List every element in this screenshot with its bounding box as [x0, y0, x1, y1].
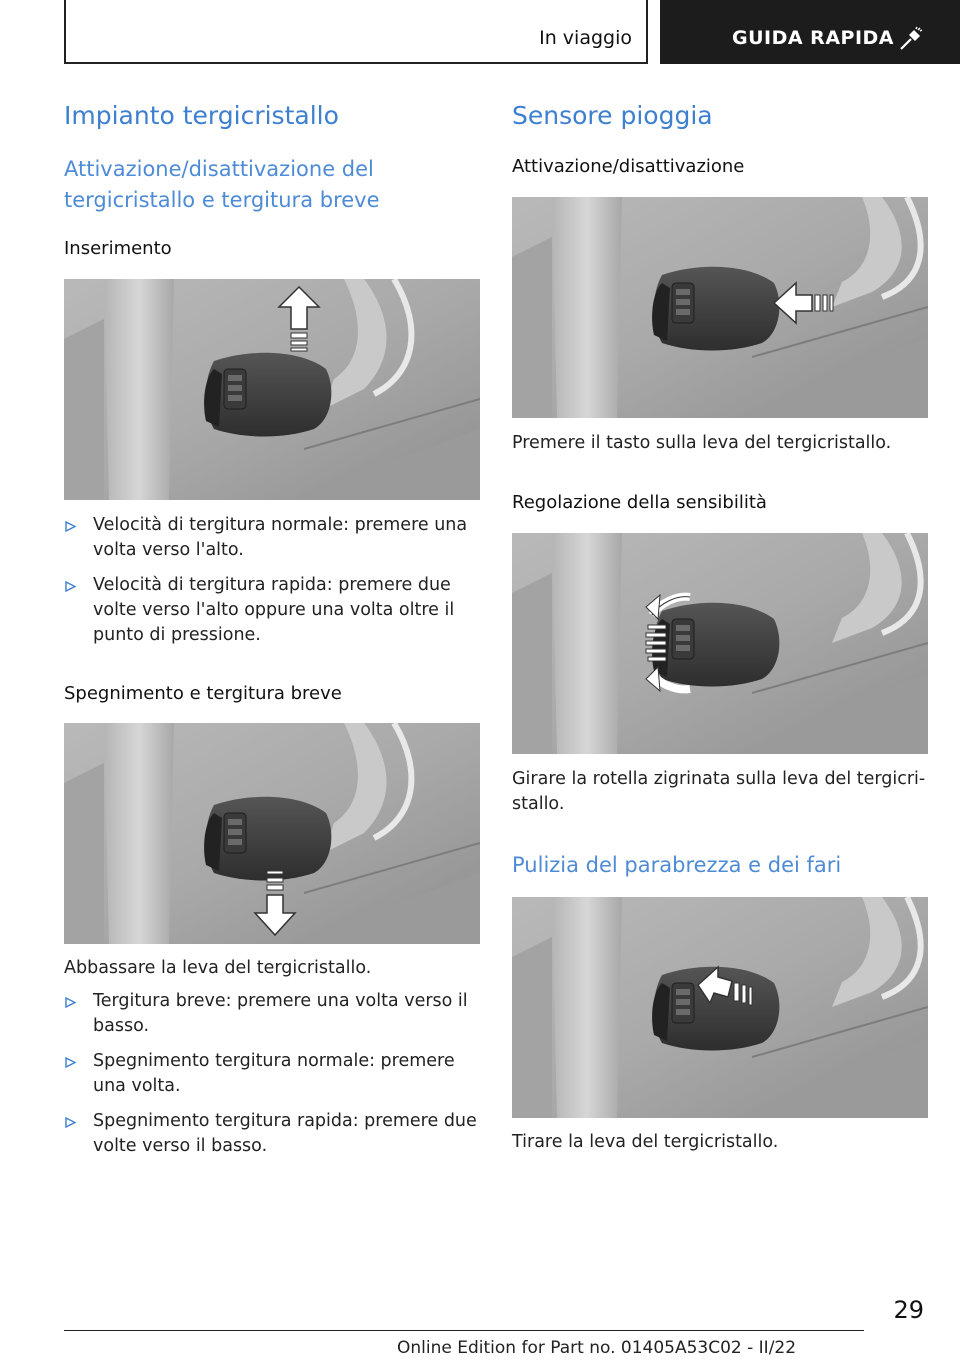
bullet-arrow-icon	[65, 1117, 76, 1128]
list-item	[64, 573, 480, 648]
figure-rain-sensor-button	[512, 197, 928, 418]
list-item	[64, 989, 480, 1039]
figure-wiper-down	[64, 723, 480, 944]
quick-guide-icon	[898, 26, 924, 52]
caption-sensibilita: Girare la rotella zigrinata sulla leva del tergicri-stallo.	[512, 769, 926, 814]
list-item	[64, 1049, 480, 1099]
list-item-text: Spegnimento tergitura rapida: premere due volte verso il basso.	[93, 1111, 477, 1156]
caption-pulizia: Tirare la leva del tergicristallo.	[512, 1132, 779, 1152]
bullet-arrow-icon	[65, 581, 76, 592]
caption-attivazione: Premere il tasto sulla leva del tergicristallo.	[512, 433, 892, 453]
header-chapter-title: GUIDA RAPIDA	[732, 27, 894, 49]
bullet-arrow-icon	[65, 521, 76, 532]
caption-spegnimento: Abbassare la leva del tergicristallo.	[64, 958, 372, 978]
heading-inserimento: Inserimento	[64, 238, 172, 259]
heading-sensibilita: Regolazione della sensibilità	[512, 492, 767, 513]
header-section-box	[64, 0, 648, 64]
subsection-title-cleaning: Pulizia del parabrezza e dei fari	[512, 853, 842, 877]
list-item-text: Spegnimento tergitura normale: premere una volta.	[93, 1051, 455, 1096]
list-item	[64, 513, 480, 563]
list-item-text: Velocità di tergitura normale: premere una volta verso l'alto.	[93, 515, 468, 560]
bullet-list-spegnimento	[64, 989, 480, 1169]
figure-wiper-up	[64, 279, 480, 500]
section-title-wiper: Impianto tergicristallo	[64, 101, 339, 130]
footer-edition: Online Edition for Part no. 01405A53C02 - II/22	[397, 1338, 797, 1358]
bullet-arrow-icon	[65, 1057, 76, 1068]
figure-washer-pull	[512, 897, 928, 1118]
list-item-text: Velocità di tergitura rapida: premere due volte verso l'alto oppure una volta oltre il punto di pressione.	[93, 575, 455, 645]
subsection-title-wiper-toggle: Attivazione/disattivazione del tergicristallo e tergitura breve	[64, 157, 380, 212]
page-number: 29	[893, 1296, 924, 1324]
heading-spegnimento: Spegnimento e tergitura breve	[64, 683, 342, 704]
bullet-arrow-icon	[65, 997, 76, 1008]
bullet-list-inserimento	[64, 513, 480, 658]
list-item	[64, 1109, 480, 1159]
figure-sensitivity-wheel	[512, 533, 928, 754]
header-chapter-tab[interactable]	[660, 0, 960, 64]
heading-attivazione: Attivazione/disattivazione	[512, 156, 745, 177]
header-section-title: In viaggio	[539, 27, 632, 49]
section-title-rain-sensor: Sensore pioggia	[512, 101, 713, 130]
footer-divider	[64, 1330, 864, 1331]
list-item-text: Tergitura breve: premere una volta verso il basso.	[93, 991, 468, 1036]
